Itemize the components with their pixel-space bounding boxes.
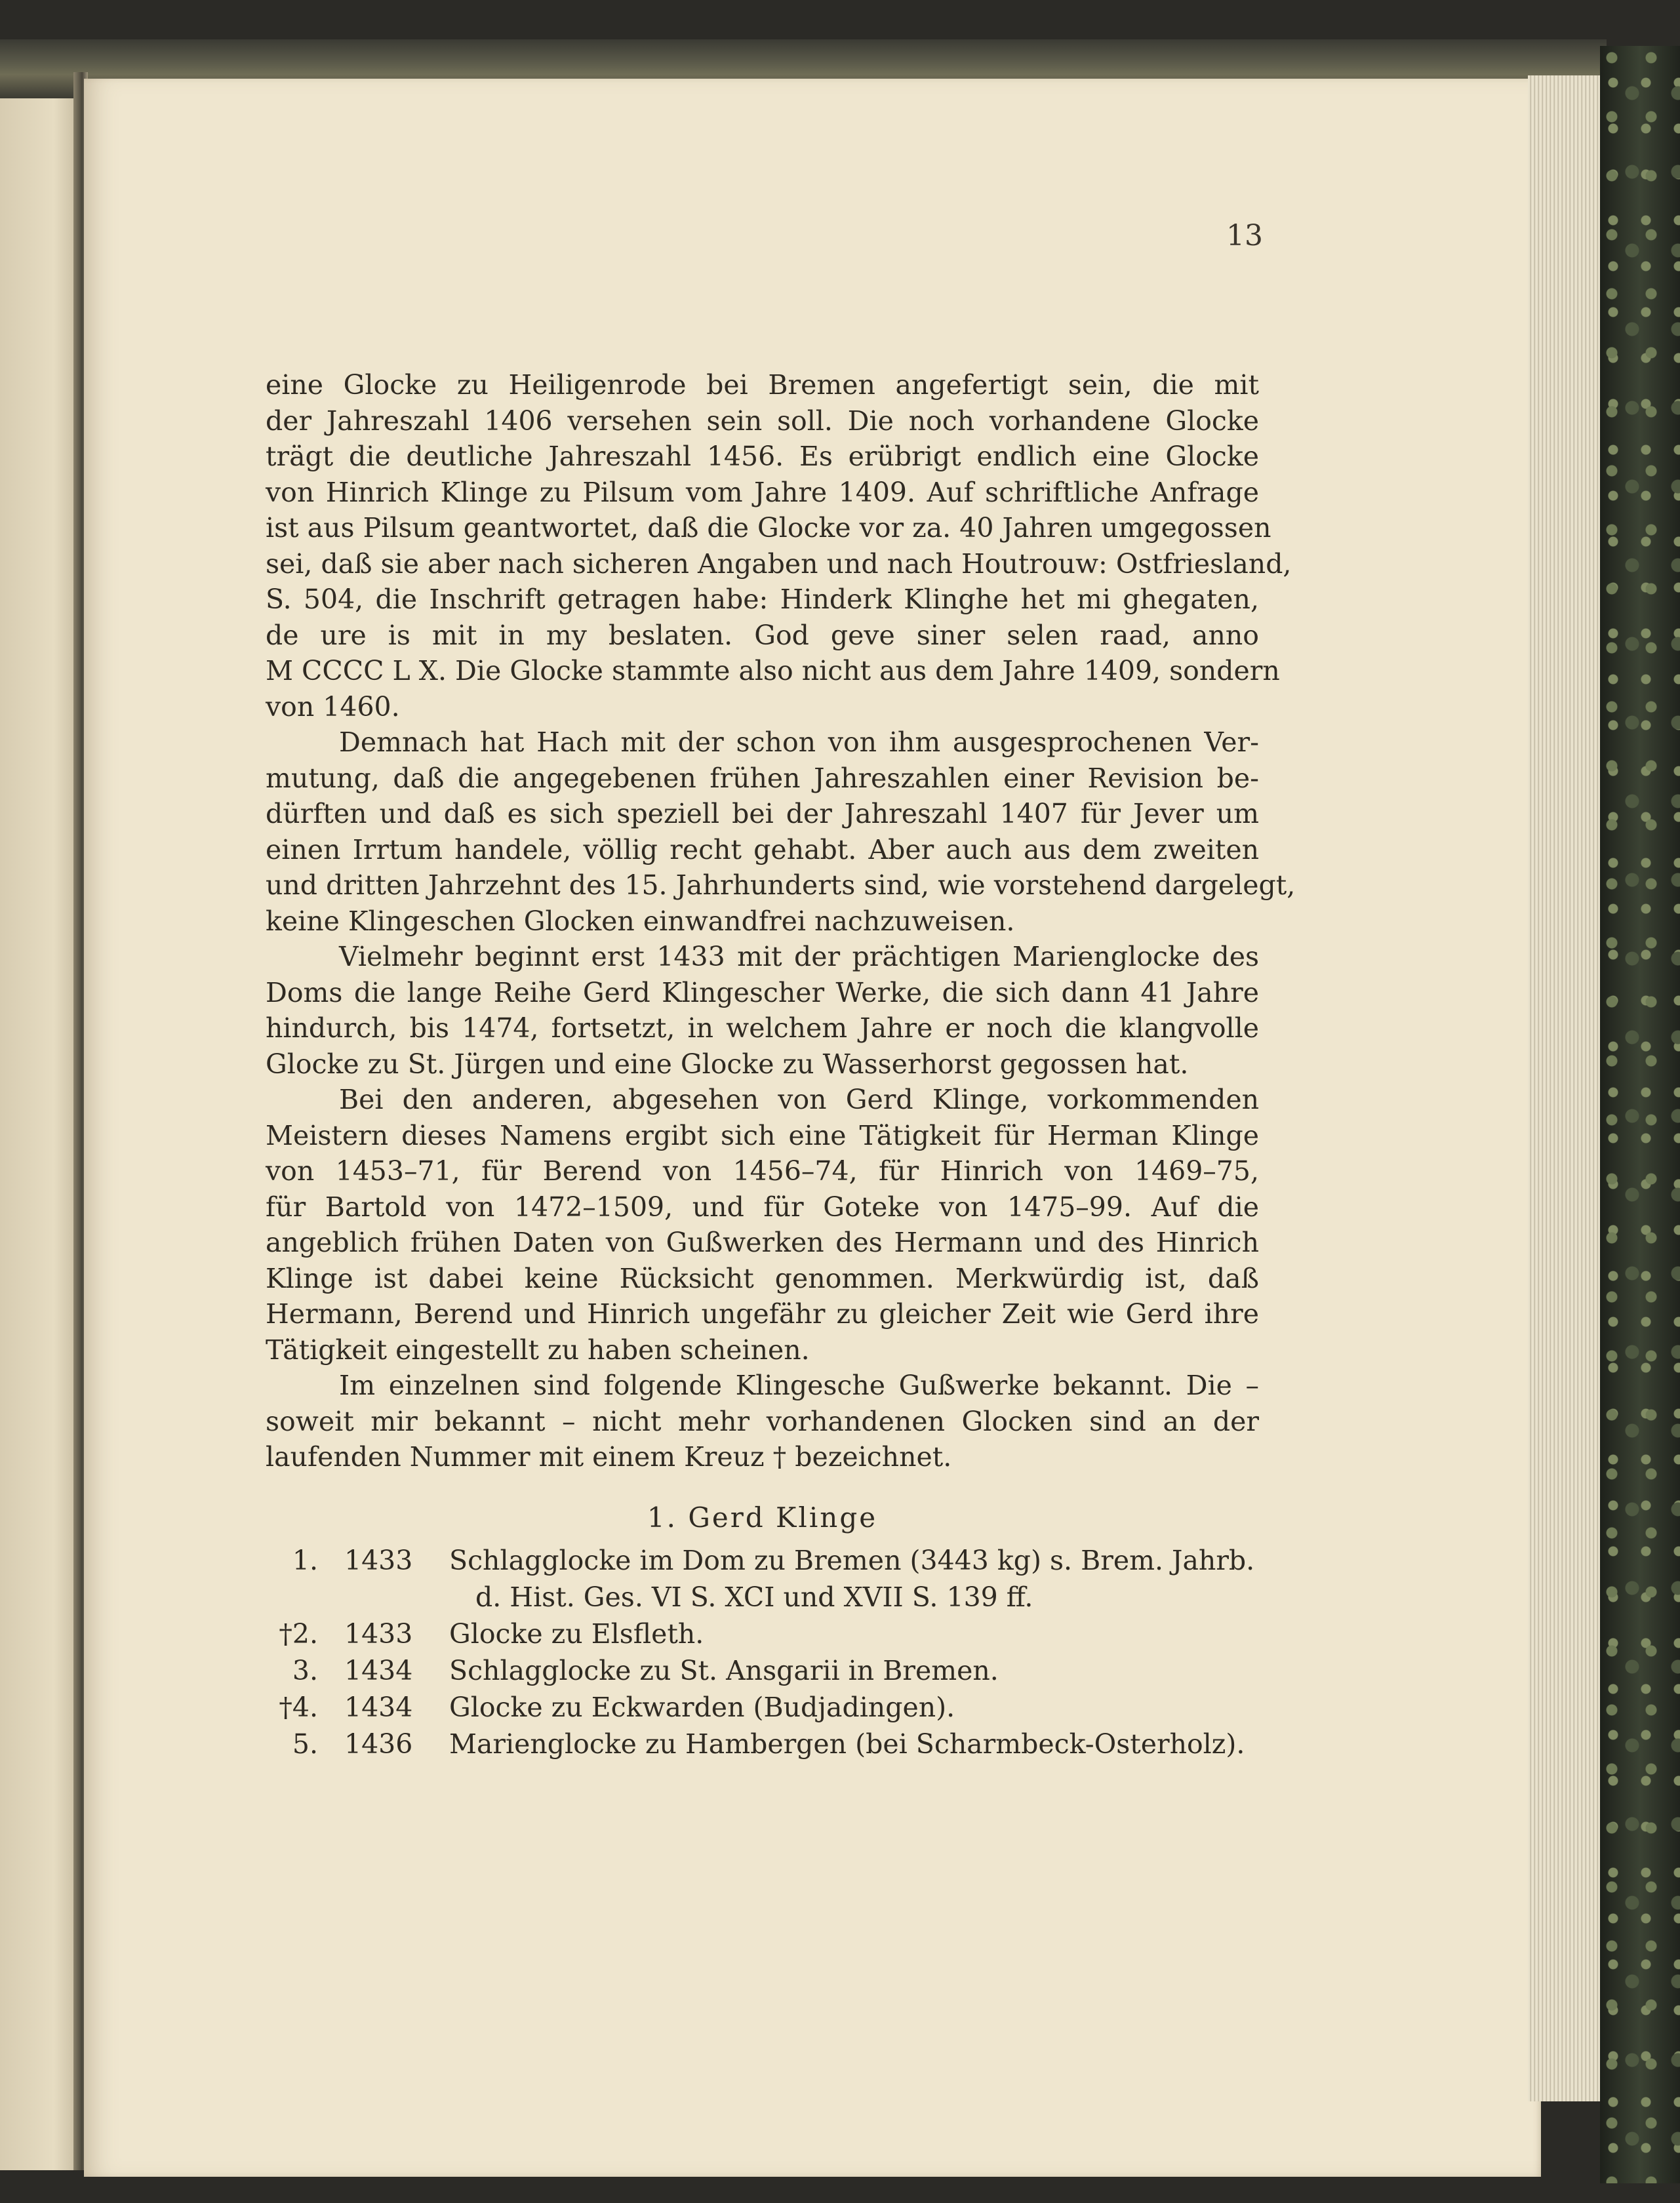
entry-year: 1434 [344, 1655, 413, 1686]
list-item [266, 1618, 1269, 1655]
text-line: Hermann, Berend und Hinrich ungefähr zu gleicher Zeit wie Gerd ihre [266, 1298, 1259, 1330]
body-text [266, 367, 1296, 1475]
text-line: S. 504, die Inschrift getragen habe: Hinderk Klinghe het mi ghegaten, [266, 584, 1259, 615]
list-item [266, 1728, 1269, 1765]
text-line: einen Irrtum handele, völlig recht gehabt. Aber auch aus dem zweiten [266, 833, 1259, 865]
text-line: von Hinrich Klinge zu Pilsum vom Jahre 1409. Auf schriftliche Anfrage [266, 476, 1259, 508]
bell-list [266, 1545, 1269, 1765]
text-line: ist aus Pilsum geantwortet, daß die Glocke vor za. 40 Jahren umgegossen [266, 512, 1271, 544]
text-line: Doms die lange Reihe Gerd Klingescher Werke, die sich dann 41 Jahre [266, 976, 1259, 1008]
entry-year: 1434 [344, 1692, 413, 1723]
text-line: Glocke zu St. Jürgen und eine Glocke zu Wasserhorst gegossen hat. [266, 1048, 1189, 1080]
text-line: Meistern dieses Namens ergibt sich eine Tätigkeit für Herman Klinge [266, 1119, 1259, 1151]
text-line: eine Glocke zu Heiligenrode bei Bremen angefertigt sein, die mit [266, 369, 1259, 401]
paragraph [266, 724, 1296, 939]
list-item [266, 1545, 1269, 1581]
list-item [266, 1655, 1269, 1692]
entry-description: Schlagglocke zu St. Ansgarii in Bremen. [449, 1655, 999, 1686]
entry-year: 1433 [344, 1545, 413, 1576]
text-line: M CCCC L X. Die Glocke stammte also nicht aus dem Jahre 1409, sondern [266, 655, 1280, 686]
text-line: und dritten Jahrzehnt des 15. Jahrhunderts sind, wie vorstehend dargelegt, [266, 869, 1296, 901]
text-line: Im einzelnen sind folgende Klingesche Gußwerke bekannt. Die – [339, 1370, 1259, 1401]
text-line: Tätigkeit eingestellt zu haben scheinen. [266, 1334, 810, 1366]
text-line: von 1460. [266, 690, 400, 723]
text-line: Demnach hat Hach mit der schon von ihm ausgesprochenen Ver- [339, 726, 1259, 758]
section-heading: 1. Gerd Klinge [647, 1501, 878, 1534]
list-item [266, 1692, 1269, 1728]
paragraph [266, 939, 1259, 1082]
text-line: de ure is mit in my beslaten. God geve siner selen raad, anno [266, 619, 1259, 651]
text-line: Klinge ist dabei keine Rücksicht genommen. Merkwürdig ist, daß [266, 1262, 1259, 1294]
text-line: mutung, daß die angegebenen frühen Jahreszahlen einer Revision be- [266, 762, 1259, 794]
entry-number: †2. [279, 1618, 318, 1650]
paragraph [266, 1082, 1259, 1368]
entry-number: 5. [292, 1728, 318, 1760]
marbled-cover-edge [1600, 46, 1680, 2183]
entry-description: Glocke zu Eckwarden (Budjadingen). [449, 1692, 955, 1723]
text-line: trägt die deutliche Jahreszahl 1456. Es erübrigt endlich eine Glocke [266, 441, 1259, 472]
left-page-edge [0, 98, 77, 2170]
text-line: Vielmehr beginnt erst 1433 mit der prächtigen Marienglocke des [339, 941, 1259, 972]
list-item [266, 1581, 1269, 1618]
entry-year: 1436 [344, 1728, 413, 1760]
text-line: Bei den anderen, abgesehen von Gerd Klinge, vorkommenden [339, 1084, 1259, 1115]
text-line: der Jahreszahl 1406 versehen sein soll. Die noch vorhandene Glocke [266, 405, 1259, 437]
text-line: sei, daß sie aber nach sicheren Angaben und nach Houtrouw: Ostfriesland, [266, 547, 1292, 580]
text-line: soweit mir bekannt – nicht mehr vorhandenen Glocken sind an der [266, 1405, 1259, 1437]
text-line: dürften und daß es sich speziell bei der Jahreszahl 1407 für Jever um [266, 798, 1259, 829]
entry-description: Glocke zu Elsfleth. [449, 1618, 704, 1650]
paragraph [266, 1368, 1259, 1475]
entry-number: 1. [292, 1545, 318, 1576]
entry-description: Schlagglocke im Dom zu Bremen (3443 kg) s. Brem. Jahrb. [449, 1545, 1255, 1576]
text-line: keine Klingeschen Glocken einwandfrei nachzuweisen. [266, 905, 1015, 937]
page-number: 13 [1226, 219, 1263, 252]
page-stack-edges [1528, 75, 1600, 2101]
entry-number: †4. [279, 1692, 318, 1723]
text-line: hindurch, bis 1474, fortsetzt, in welchem Jahre er noch die klangvolle [266, 1012, 1259, 1044]
text-line: für Bartold von 1472–1509, und für Goteke von 1475–99. Auf die [266, 1191, 1259, 1223]
text-line: laufenden Nummer mit einem Kreuz † bezeichnet. [266, 1441, 952, 1473]
text-line: angeblich frühen Daten von Gußwerken des Hermann und des Hinrich [266, 1227, 1259, 1258]
entry-description: Marienglocke zu Hambergen (bei Scharmbeck-Osterholz). [449, 1728, 1245, 1760]
paragraph [266, 367, 1292, 724]
entry-description: d. Hist. Ges. VI S. XCI und XVII S. 139 ff. [475, 1581, 1033, 1613]
entry-number: 3. [292, 1655, 318, 1686]
text-line: von 1453–71, für Berend von 1456–74, für Hinrich von 1469–75, [266, 1155, 1259, 1187]
entry-year: 1433 [344, 1618, 413, 1650]
